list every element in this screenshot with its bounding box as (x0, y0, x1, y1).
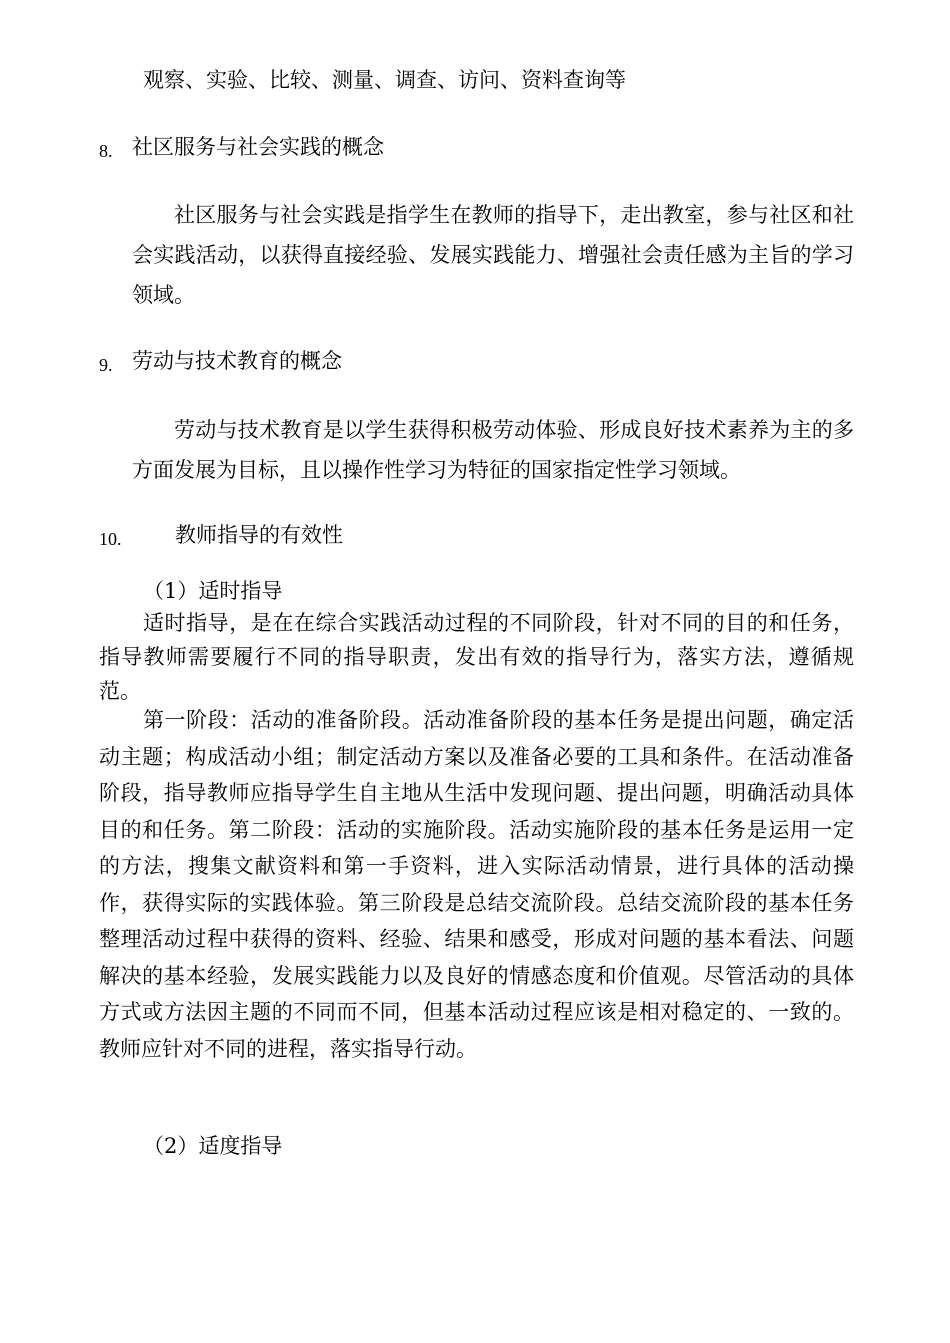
subsection-1-heading: （1）适时指导 (143, 579, 283, 603)
subsection-2-heading: （2）适度指导 (143, 1134, 283, 1158)
method-list-line: 观察、实验、比较、测量、调查、访问、资料查询等 (143, 68, 626, 92)
section-10-heading: 教师指导的有效性 (175, 523, 343, 547)
section-9-number: 9. (99, 355, 113, 375)
section-10-number: 10. (99, 529, 122, 549)
section-8-body: 社区服务与社会实践是指学生在教师的指导下，走出教室，参与社区和社会实践活动，以获得直接经验、发展实践能力、增强社会责任感为主旨的学习领域。 (132, 203, 854, 307)
stages-body: 第一阶段：活动的准备阶段。活动准备阶段的基本任务是提出问题，确定活动主题；构成活动小组；制定活动方案以及准备必要的工具和条件。在活动准备阶段，指导教师应指导学生自主地从生活中发现问题、提出问题，明确活动具体目的和任务。第二阶段：活动的实施阶段。活动实施阶段的基本任务是运用一定的方法，搜集文献资料和第一手资料，进入实际活动情景，进行具体的活动操作，获得实际的实践体验。第三阶段是总结交流阶段。总结交流阶段的基本任务整理活动过程中获得的资料、经验、结果和感受，形成对问题的基本看法、问题解决的基本经验，发展实践能力以及良好的情感态度和价值观。尽管活动的具体方式或方法因主题的不同而不同，但基本活动过程应该是相对稳定的、一致的。教师应针对不同的进程，落实指导行动。 (99, 708, 854, 1061)
section-9-heading: 劳动与技术教育的概念 (132, 349, 342, 373)
section-9-body: 劳动与技术教育是以学生获得积极劳动体验、形成良好技术素养为主的多方面发展为目标，且以操作性学习为特征的国家指定性学习领域。 (132, 418, 854, 482)
subsection-1-body: 适时指导，是在在综合实践活动过程的不同阶段，针对不同的目的和任务，指导教师需要履行不同的指导职责，发出有效的指导行为，落实方法，遵循规范。 (99, 611, 854, 703)
section-8-number: 8. (99, 141, 113, 161)
section-8-heading: 社区服务与社会实践的概念 (132, 135, 384, 159)
